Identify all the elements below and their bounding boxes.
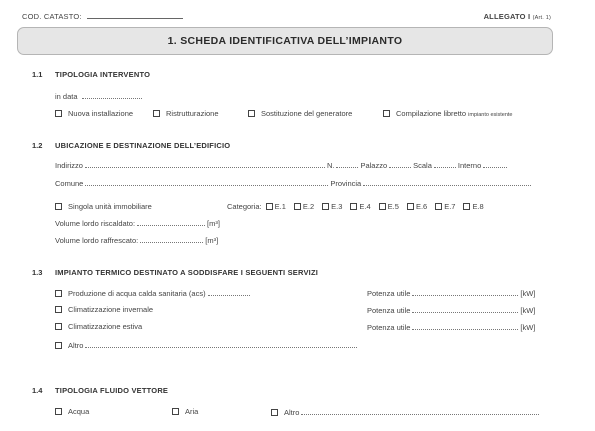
compilazione-libretto-checkbox[interactable]: [383, 110, 390, 117]
numero-label: N.: [326, 161, 335, 170]
fluido-acqua-checkbox[interactable]: [55, 408, 62, 415]
allegato-title: ALLEGATO I: [483, 12, 531, 21]
singola-unita-label: Singola unità immobiliare: [68, 202, 152, 211]
fluido-altro-input[interactable]: [301, 407, 539, 415]
comune-row: [55, 178, 533, 188]
volume-riscaldato-unit: [m³]: [207, 219, 220, 228]
potenza-invernale-input[interactable]: [412, 305, 518, 313]
category-e5-label: E.5: [387, 202, 399, 211]
sostituzione-generatore-label: Sostituzione del generatore: [261, 109, 353, 118]
fluido-altro-label: Altro: [284, 408, 300, 417]
interno-label: Interno: [457, 161, 482, 170]
fluido-altro[interactable]: [271, 407, 541, 417]
potenza-invernale-unit: [kW]: [520, 306, 536, 315]
scala-input[interactable]: [434, 160, 456, 168]
volume-riscaldato-label: Volume lordo riscaldato:: [55, 219, 136, 228]
volume-raffrescato-input[interactable]: [140, 235, 203, 243]
in-data-input[interactable]: [82, 91, 142, 99]
section-1-3-title: IMPIANTO TERMICO DESTINATO A SODDISFARE I SEGUENTI SERVIZI: [55, 268, 319, 277]
nuova-installazione-label: Nuova installazione: [68, 109, 134, 118]
category-e8-label: E.8: [472, 202, 484, 211]
cod-catasto-input-line[interactable]: [87, 18, 183, 19]
section-1-2-title: UBICAZIONE E DESTINAZIONE DELL’EDIFICIO: [55, 141, 231, 150]
category-e8[interactable]: [463, 202, 483, 211]
category-e6-checkbox[interactable]: [407, 203, 414, 210]
fluido-aria-label: Aria: [185, 407, 199, 416]
service-acs-checkbox[interactable]: [55, 290, 62, 297]
section-title-banner: [17, 27, 553, 55]
categoria-row: [227, 202, 484, 211]
indirizzo-label: Indirizzo: [55, 161, 83, 170]
potenza-estiva-row: [367, 322, 535, 332]
allegato-label: [484, 12, 551, 21]
intervento-option-1[interactable]: [55, 109, 133, 118]
category-e1[interactable]: [266, 202, 286, 211]
category-e1-label: E.1: [274, 202, 286, 211]
volume-raffrescato-label: Volume lordo raffrescato:: [55, 236, 139, 245]
fluido-aria-checkbox[interactable]: [172, 408, 179, 415]
section-1-3-number: 1.3: [32, 268, 43, 277]
category-e6-label: E.6: [415, 202, 428, 211]
service-acs-label: Produzione di acqua calda sanitaria (acs): [68, 289, 206, 298]
potenza-invernale-label: Potenza utile: [367, 306, 411, 315]
category-e3-label: E.3: [331, 202, 343, 211]
sostituzione-generatore-checkbox[interactable]: [248, 110, 255, 117]
intervento-option-3[interactable]: [248, 109, 352, 118]
in-data-label: in data: [55, 92, 78, 101]
volume-riscaldato-row: [55, 218, 220, 228]
volume-raffrescato-row: [55, 235, 218, 245]
potenza-estiva-input[interactable]: [412, 322, 518, 330]
category-e3[interactable]: [322, 202, 342, 211]
ristrutturazione-checkbox[interactable]: [153, 110, 160, 117]
potenza-estiva-unit: [kW]: [520, 323, 536, 332]
singola-unita-option[interactable]: [55, 202, 152, 211]
category-e4-label: E.4: [359, 202, 371, 211]
scala-label: Scala: [413, 161, 432, 170]
category-e2[interactable]: [294, 202, 314, 211]
category-e7-label: E.7: [444, 202, 456, 211]
comune-label: Comune: [55, 179, 84, 188]
potenza-acs-input[interactable]: [412, 288, 518, 296]
category-e4-checkbox[interactable]: [350, 203, 357, 210]
cod-catasto-label: COD. CATASTO:: [22, 12, 82, 21]
address-row: [55, 160, 509, 170]
category-e5-checkbox[interactable]: [379, 203, 386, 210]
fluido-acqua-label: Acqua: [68, 407, 90, 416]
category-e4[interactable]: [350, 202, 370, 211]
page-title: 1. SCHEDA IDENTIFICATIVA DELL’IMPIANTO: [167, 35, 403, 47]
categoria-label: Categoria:: [227, 202, 262, 211]
section-1-4-number: 1.4: [32, 386, 43, 395]
service-estiva[interactable]: [55, 322, 142, 331]
indirizzo-input[interactable]: [85, 160, 325, 168]
section-1-1-number: 1.1: [32, 70, 43, 79]
service-altro-label: Altro: [68, 341, 84, 350]
potenza-estiva-label: Potenza utile: [367, 323, 411, 332]
intervento-option-4[interactable]: [383, 109, 512, 118]
service-altro-checkbox[interactable]: [55, 342, 62, 349]
impianto-esistente-note: impianto esistente: [468, 112, 513, 118]
cod-catasto-field: [22, 12, 183, 21]
allegato-ref: (Art. 1): [532, 15, 551, 21]
service-acs[interactable]: [55, 288, 252, 298]
category-e3-checkbox[interactable]: [322, 203, 329, 210]
provincia-input[interactable]: [363, 178, 531, 186]
service-invernale-checkbox[interactable]: [55, 306, 62, 313]
palazzo-label: Palazzo: [360, 161, 388, 170]
category-e2-label: E.2: [302, 202, 315, 211]
interno-input[interactable]: [483, 160, 507, 168]
category-e1-checkbox[interactable]: [266, 203, 273, 210]
service-invernale[interactable]: [55, 305, 153, 314]
intervento-option-2[interactable]: [153, 109, 219, 118]
ristrutturazione-label: Ristrutturazione: [166, 109, 219, 118]
provincia-label: Provincia: [330, 179, 362, 188]
category-e6[interactable]: [407, 202, 427, 211]
service-acs-dotline: [208, 288, 250, 296]
category-e5[interactable]: [379, 202, 399, 211]
category-e7[interactable]: [435, 202, 455, 211]
category-e8-checkbox[interactable]: [463, 203, 470, 210]
potenza-acs-unit: [kW]: [520, 289, 536, 298]
category-e7-checkbox[interactable]: [435, 203, 442, 210]
potenza-invernale-row: [367, 305, 535, 315]
section-1-1-title: TIPOLOGIA INTERVENTO: [55, 70, 151, 79]
comune-input[interactable]: [85, 178, 328, 186]
palazzo-input[interactable]: [389, 160, 411, 168]
fluido-acqua[interactable]: [55, 407, 89, 416]
volume-riscaldato-input[interactable]: [137, 218, 205, 226]
compilazione-libretto-label: Compilazione libretto: [396, 109, 467, 118]
service-altro-input[interactable]: [85, 340, 357, 348]
singola-unita-checkbox[interactable]: [55, 203, 62, 210]
fluido-aria[interactable]: [172, 407, 198, 416]
service-estiva-label: Climatizzazione estiva: [68, 322, 143, 331]
potenza-acs-label: Potenza utile: [367, 289, 411, 298]
numero-input[interactable]: [336, 160, 358, 168]
service-altro[interactable]: [55, 340, 359, 350]
fluido-altro-checkbox[interactable]: [271, 409, 278, 416]
service-estiva-checkbox[interactable]: [55, 323, 62, 330]
volume-raffrescato-unit: [m³]: [205, 236, 219, 245]
category-e2-checkbox[interactable]: [294, 203, 301, 210]
section-1-4-title: TIPOLOGIA FLUIDO VETTORE: [55, 386, 169, 395]
in-data-row: [55, 91, 144, 101]
service-invernale-label: Climatizzazione invernale: [68, 305, 154, 314]
potenza-acs-row: [367, 288, 535, 298]
nuova-installazione-checkbox[interactable]: [55, 110, 62, 117]
section-1-2-number: 1.2: [32, 141, 43, 150]
